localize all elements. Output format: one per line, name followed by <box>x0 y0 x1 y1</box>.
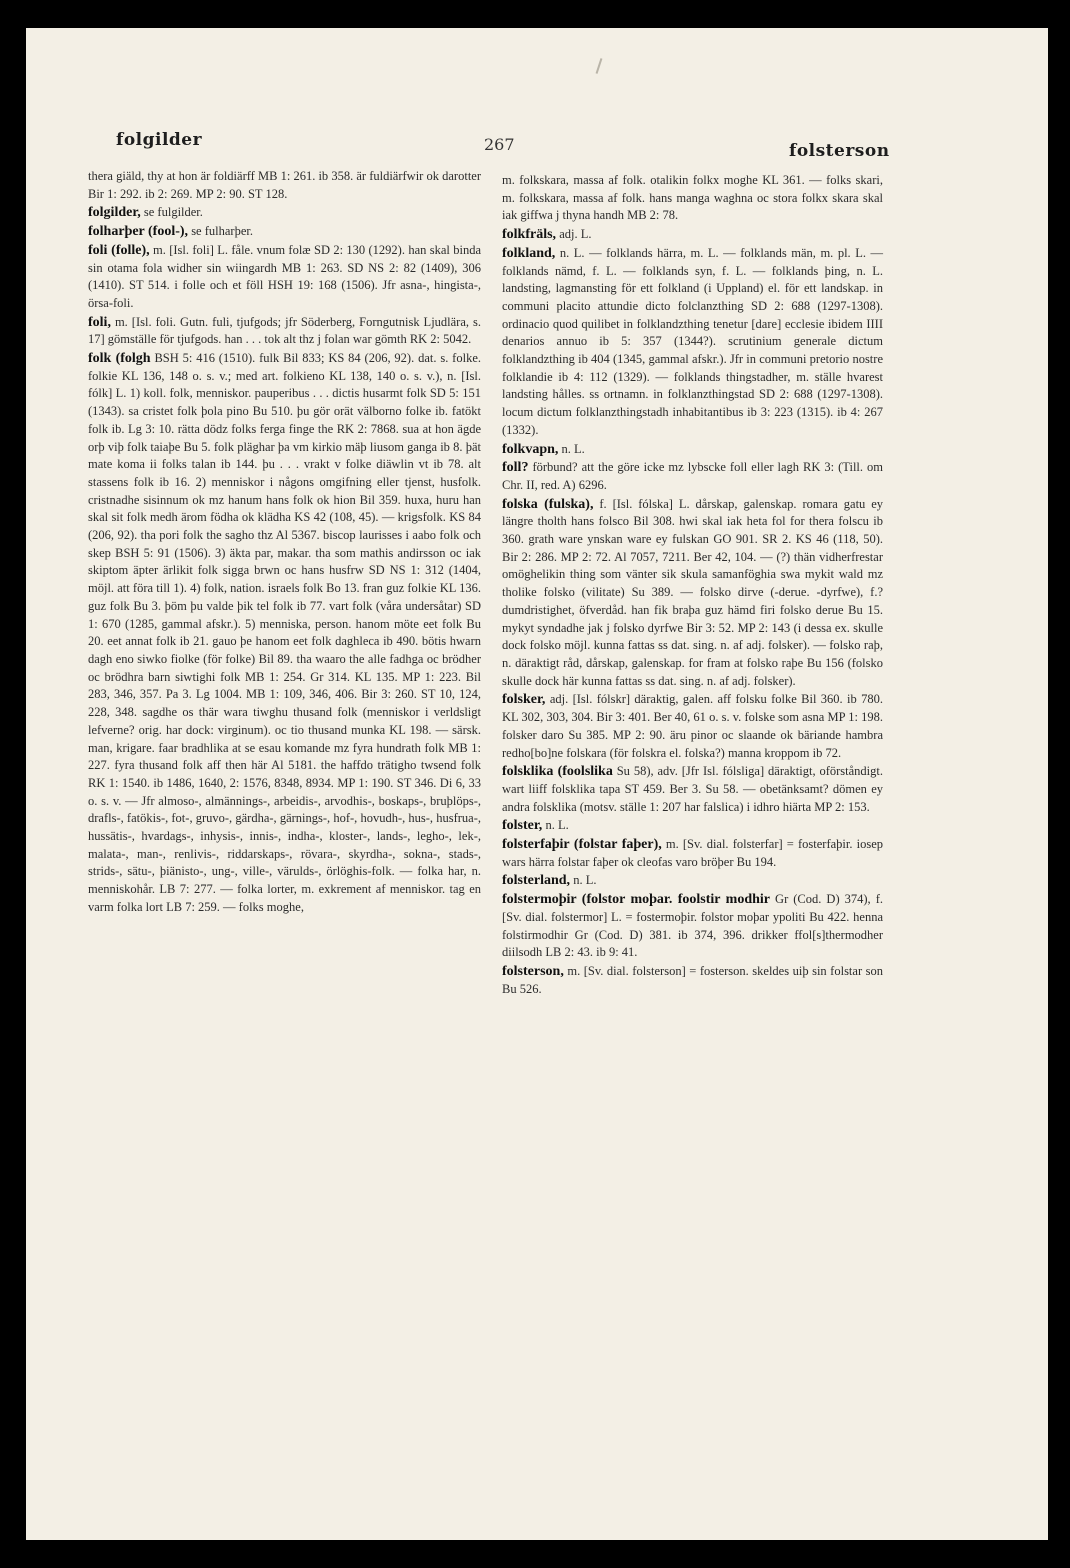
entry <box>502 836 883 871</box>
entry-headword: folsklika (foolslika <box>502 764 613 780</box>
entry <box>88 168 481 203</box>
entry-headword: folska (fulska), <box>502 496 594 512</box>
entry-headword: foli (folle), <box>88 242 150 258</box>
entry-text: BSH 5: 416 (1510). fulk Bil 833; KS 84 (206, 92). dat. s. folke. folkie KL 136, 148 o. s. v.; med art. folkieno KL 138, 140 o. s. v.), n. [Isl. fólk] L. 1) koll. folk, menniskor. pauperibus . . . dictis husarmt folk SD 5: 151 (1343). sa cristet folk þola pino Bu 510. þu gör orät välborno folke ib. fatökt folk ib. Lg 3: 10. rätta dödz folks ferga finge the RK 2: 7868. sua at hon ägde orþ viþ folk taiaþe Bu 5. folk pläghar þa vm kirkio mäþ liusom ganga ib 8. þät mate koma ii folks talan ib 144. þu . . . vrakt v folke diäwlin vt ib 78. alt stassens folk ib 16. 2) menniskor i någons omgifning eller tjenst, husfolk. cristnadhe sisinnum ok mz hanum hans folk ok hion Bil 359. huxa, huru han skal sit folk medh ärom födha ok klädha KS 42 (108, 45). — krigsfolk. KS 84 (206, 92). tha pori folk the sagho thz Al 5367. biscop laurisses i aabo folk och skep BSH 5: 91 (1506). 3) äkta par, makar. tha som mathis andirsson oc iak skiptom äpter ärlikit folk sigga brwn oc hans husfrw SD NS 1: 312 (1404, möjl. att föra till 1). 4) folk, nation. israels folk Bo 13. fran guz folkie KL 136. guz folk Bu 3. þöm þu valde þik tel folk ib 77. vart folk (våra undersåtar) SD 1: 670 (1285, gammal afskr.). 5) menniska, person. hanom möte eet folk Bu 20. eet annat folk ib 21. gauo þe hanom eet folk daghleca ib 490. bötis hwarn dagh eno siwko fiolke (för folke) Bil 89. tha waaro the alle fadhga oc brödher oc brödhra barn siwtighi folk MB 1: 254. Gr 314. KL 135. MP 1: 223. Bil 283, 346, 357. Pa 3. Lg 1004. MB 1: 109, 346, 406. Bir 3: 260. ST 10, 124, 228, 348. sagdhe os thär wara tiwghu thusand folk (menniskor i verldsligt lefverne? orig. har dock: virginum). oc tio thusand munka KL 198. — särsk. man, krigare. faar bradhlika at se esau komande mz fyra hundrath folk MB 1: 227. fyra thusand folk aff then här Al 5181. the haffdo trätigho twsend folk RK 1: 1540. ib 1486, 1640, 2: 1576, 8348, 8934. MP 1: 190. ST 346. Di 6, 33 o. s. v. — Jfr almoso-, almännings-, arbeidis-, arvodhis-, boskaps-, bruþlöps-, drafls-, fatökis-, fot-, gruvo-, gärdha-, gärnings-, hof-, hovudh-, hus-, husfrua-, hussätis-, hvardags-, inhysis-, innis-, indha-, kloster-, lands-, legho-, lek-, malata-, man-, renlivis-, riddarskaps-, rövara-, skyrdha-, sokna-, stads-, strids-, sätu-, þiänisto-, ung-, ville-, värulds-, örlöghis-folk. — folka har, n. menniskohår. LB 7: 277. — folka lorter, m. exkrement af menniskor. tag en varm folka lort LB 7: 259. — folks moghe, <box>88 351 481 914</box>
entry-headword: folsterson, <box>502 963 564 979</box>
running-head-right: folsterson <box>789 141 890 161</box>
entry-text: n. L. <box>573 873 597 888</box>
entry-text: thera giäld, thy at hon är foldiärff MB 1: 261. ib 358. är fuldiärfwir ok darotter Bir 1: 292. ib 2: 269. MP 2: 90. ST 128. <box>88 169 481 201</box>
entry <box>88 350 481 917</box>
entry <box>502 441 883 459</box>
entry-headword: folster, <box>502 818 543 834</box>
left-column <box>88 168 481 917</box>
entry <box>502 963 883 998</box>
entry <box>502 817 883 835</box>
entry-text: n. L. <box>561 441 585 456</box>
entry-text: se fulharþer. <box>191 224 253 239</box>
entry-headword: folk (folgh <box>88 351 151 367</box>
entry <box>88 223 481 241</box>
page-number: 267 <box>484 135 515 154</box>
entry <box>88 242 481 313</box>
entry-text: m. [Sv. dial. folsterson] = fosterson. skeldes uiþ sin folstar son Bu 526. <box>502 963 883 996</box>
entry-headword: foli, <box>88 314 111 330</box>
entry-text: m. folkskara, massa af folk. otalikin folkx moghe KL 361. — folks skari, m. folkskara, massa af folk. hans manga waghna oc stora folkx skara skal iak giffwa j thyna handh MB 2: 78. <box>502 173 883 223</box>
entry-headword: folkland, <box>502 245 556 261</box>
entry-text: m. [Isl. foli] L. fåle. vnum folæ SD 2: 130 (1292). han skal binda sin otama fola widher sin wiingardh MB 1: 263. SD NS 2: 82 (1409), 306 (1410). ST 514. i folle och et föll HSH 19: 168 (1506). Jfr asna-, hingista-, örsa-foli. <box>88 242 482 310</box>
entry-text: förbund? att the göre icke mz lybscke foll eller lagh RK 3: (Till. om Chr. II, red. A) 6296. <box>502 460 884 492</box>
entry-text: n. L. <box>545 818 569 833</box>
entry <box>502 496 883 691</box>
entry-text: se fulgilder. <box>143 205 203 220</box>
entry-headword: foll? <box>502 460 529 476</box>
entry <box>502 763 883 816</box>
entry <box>88 204 481 222</box>
entry <box>88 314 481 349</box>
entry <box>502 172 883 225</box>
entry-text: f. [Isl. fólska] L. dårskap, galenskap. romara gatu ey längre tholth hans folsco Bil 308. hwi skal iak heta fol for thera folscu ib 360. grath ware ynskan ware ey fulskan GO 901. SR 2. KS 46 (118, 50). Bir 2: 286. MP 2: 72. Al 7057, 7211. Ber 42, 104. — (?) thän vidherfrestar omöghelikin thing som vänter sik skula samanföghia swa mykit wald mz tholike folsko (vilitate) Su 389. — folsko dirve (-derue. -dyrfwe), f.? dumdristighet, öfverdåd. han fik braþa guz hämd firi folsko derue Bu 15. mykyt syndadhe jak j folsko dyrfwe Bir 3: 52. MP 2: 143 (i dessa ex. skulle dock folsko möjl. kunna fattas ss dat. sing. n. af adj. folsker). — folsko raþ, n. däraktigt råd, dårskap, galenskap. for fram at folsko raþe Bu 156 (folsko skulle dock här kunna fattas ss dat. sing. n. af adj. folsker). <box>502 496 883 688</box>
entry-text: n. L. — folklands härra, m. L. — folklands män, m. pl. L. — folklands nämd, f. L. — folklands syn, f. L. — folklands þing, n. L. landsting, lagmansting för ett folkland (i Uppland) el. för ett landskap. in communi placito attundie dicto folclanzthing SD 2: 688 (1297-1308). ordinacio quod quilibet in folklandzthing tenetur [dare] ecclesie ibidem IIII denarios annuo ib 5: 357 (1344?). scrutinium generale dictum folklandzthing ib 404 (1345, gammal afskr.). Jfr in communi pretorio nostre folklandie ib 4: 112 (1329). — folklands thingstadher, m. ställe hvarest landsting hålles. ss ortnamn. in folklanzthingstad SD 2: 688 (1297-1308). locum dictum folklanzthingstadh inhabitantibus ib 3: 223 (1315). ib 4: 267 (1332). <box>502 245 884 437</box>
entry-headword: folgilder, <box>88 205 141 221</box>
entry-text: Su 58), adv. [Jfr Isl. fólsliga] däraktigt, oförståndigt. wart liiff folsklika tapa ST 459. Ber 3. Su 58. — obetänksamt? dömen ey andra folsklika (motsv. ställe 1: 207 har falslica) i idhro hiärta MP 2: 153. <box>502 764 883 814</box>
entry-headword: folstermoþir (folstor moþar. foolstir modhir <box>502 892 771 908</box>
entry-headword: folsterfaþir (folstar faþer), <box>502 837 662 853</box>
entry <box>502 891 883 962</box>
entry-text: m. [Isl. foli. Gutn. fuli, tjufgods; jfr Söderberg, Forngutnisk Ljudlära, s. 17] gömställe för tjufgods. han . . . tok alt thz j folan war gömth RK 2: 5042. <box>88 314 482 347</box>
entry-headword: folkfräls, <box>502 227 557 243</box>
entry <box>502 459 883 494</box>
entry <box>502 872 883 890</box>
entry-headword: folsterland, <box>502 873 571 889</box>
entry-text: adj. [Isl. fólskr] däraktig, galen. aff folsku folke Bil 360. ib 780. KL 302, 303, 304. Bir 3: 401. Ber 40, 61 o. s. v. folske som asna MP 1: 198. folsker daro Su 385. MP 2: 90. äru pinor oc slaande ok bäriande hambra redho[bo]ne folskara (för folskra el. folska?) manna kroppom ib 72. <box>502 692 883 760</box>
entry-text: Gr (Cod. D) 374), f. [Sv. dial. folstermor] L. = fostermoþir. folstor moþar ypoliti Bu 422. henna folstirmodhir Gr (Cod. D) 381. ib 374, 396. drikker ffol[s]thermodher diilsodh LB 2: 43. ib 9: 41. <box>502 892 883 960</box>
entry <box>502 691 883 762</box>
right-column <box>502 172 883 998</box>
entry <box>502 226 883 244</box>
entry-text: m. [Sv. dial. folsterfar] = fosterfaþir. iosep wars härra folstar faþer ok cleofas varo bröþer Bu 194. <box>502 837 884 869</box>
running-head-left: folgilder <box>116 130 203 150</box>
entry <box>502 245 883 440</box>
entry-text: adj. L. <box>559 227 592 242</box>
entry-headword: folharþer (fool-), <box>88 224 189 240</box>
entry-headword: folsker, <box>502 692 546 708</box>
entry-headword: folkvapn, <box>502 441 559 457</box>
